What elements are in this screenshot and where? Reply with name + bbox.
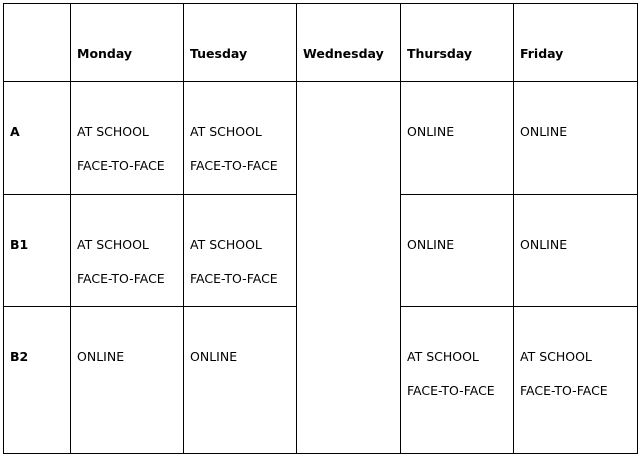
mode-subtext <box>190 364 296 383</box>
mode-subtext <box>77 364 183 383</box>
corner-cell <box>4 4 71 82</box>
row-label-cell <box>4 82 71 195</box>
day-label: Tuesday <box>190 46 248 61</box>
schedule-cell <box>514 307 638 454</box>
mode-text: AT SCHOOL <box>77 124 149 139</box>
day-label: Friday <box>520 46 564 61</box>
mode-subtext: FACE-TO-FACE <box>77 158 165 173</box>
schedule-cell <box>514 195 638 307</box>
mode-text: ONLINE <box>190 349 238 364</box>
mode-subtext <box>407 139 513 158</box>
mode-text: AT SCHOOL <box>190 124 262 139</box>
row-label-cell <box>4 195 71 307</box>
mode-text: ONLINE <box>407 124 455 139</box>
row-label-cell <box>4 307 71 454</box>
mode-subtext: FACE-TO-FACE <box>520 383 608 398</box>
mode-subtext <box>520 139 637 158</box>
table-row-a <box>4 82 638 195</box>
mode-subtext <box>520 252 637 271</box>
mode-text: ONLINE <box>520 124 568 139</box>
mode-subtext: FACE-TO-FACE <box>190 158 278 173</box>
day-label: Thursday <box>407 46 473 61</box>
schedule-cell <box>401 307 514 454</box>
schedule-table <box>3 3 638 454</box>
schedule-cell <box>71 195 184 307</box>
mode-text: AT SCHOOL <box>520 349 592 364</box>
header-cell-tuesday <box>184 4 297 82</box>
wednesday-merged-cell <box>297 82 401 454</box>
schedule-cell <box>71 82 184 195</box>
group-label: B1 <box>10 237 29 252</box>
schedule-cell <box>514 82 638 195</box>
schedule-cell <box>184 82 297 195</box>
schedule-cell <box>184 195 297 307</box>
header-cell-friday <box>514 4 638 82</box>
header-row <box>4 4 638 82</box>
header-cell-wednesday <box>297 4 401 82</box>
header-cell-monday <box>71 4 184 82</box>
schedule-cell <box>401 195 514 307</box>
schedule-cell <box>401 82 514 195</box>
day-label: Wednesday <box>303 46 384 61</box>
header-cell-thursday <box>401 4 514 82</box>
mode-text: AT SCHOOL <box>190 237 262 252</box>
schedule-cell <box>71 307 184 454</box>
mode-subtext: FACE-TO-FACE <box>77 271 165 286</box>
mode-subtext: FACE-TO-FACE <box>407 383 495 398</box>
mode-text: AT SCHOOL <box>77 237 149 252</box>
mode-subtext: FACE-TO-FACE <box>190 271 278 286</box>
mode-text: ONLINE <box>520 237 568 252</box>
mode-text: ONLINE <box>77 349 125 364</box>
mode-text: AT SCHOOL <box>407 349 479 364</box>
mode-subtext <box>407 252 513 271</box>
group-label: B2 <box>10 349 29 364</box>
group-label: A <box>10 124 20 139</box>
mode-text: ONLINE <box>407 237 455 252</box>
schedule-cell <box>184 307 297 454</box>
day-label: Monday <box>77 46 133 61</box>
